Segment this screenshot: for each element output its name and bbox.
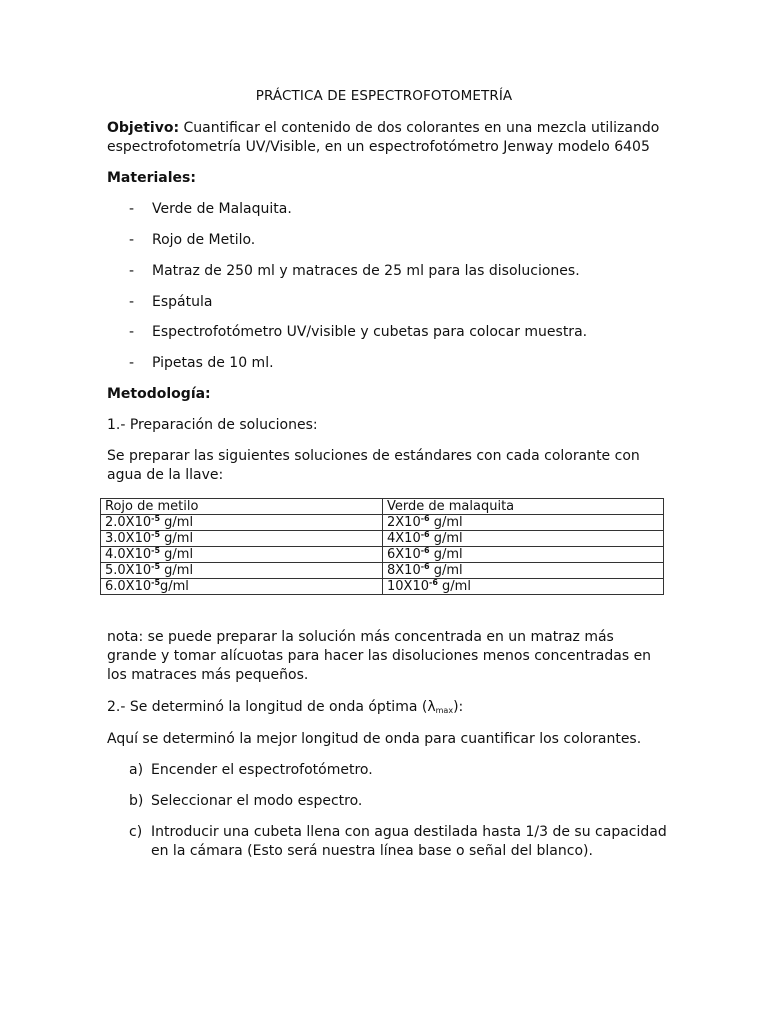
table-row [101, 547, 664, 563]
list-item-text: Encender el espectrofotómetro. [151, 762, 373, 778]
objective-paragraph [107, 119, 667, 157]
material-item: Espectrofotómetro UV/visible y cubetas para colocar muestra. [152, 324, 588, 340]
table-header-cell: Verde de malaquita [383, 499, 664, 515]
list-item [129, 354, 274, 373]
list-item [129, 231, 255, 250]
material-item: Verde de Malaquita. [152, 201, 292, 217]
table-cell: $4.0X10^{-5}$ g/ml [101, 547, 383, 563]
table-cell: $6X10^{-6}$ g/ml [383, 547, 664, 563]
methodology-heading-text: Metodología: [107, 386, 211, 402]
objective-text: Cuantificar el contenido de dos colorantes en una mezcla utilizando espectrofotometría UV/Visible, en un espectrofotómetro Jenway modelo 6405 [107, 120, 660, 155]
list-item [129, 792, 669, 811]
material-item: Matraz de 250 ml y matraces de 25 ml para las disoluciones. [152, 263, 580, 279]
dash-marker: - [129, 324, 135, 340]
table-row [101, 531, 664, 547]
list-item-text: Introducir una cubeta llena con agua destilada hasta 1/3 de su capacidad en la cámara (Esto será nuestra línea base o señal del blanco). [151, 824, 667, 859]
list-marker: c) [129, 824, 143, 840]
table-cell: $2.0X10^{-5}$ g/ml [101, 515, 383, 531]
material-item: Rojo de Metilo. [152, 232, 256, 248]
table-cell: $4X10^{-6}$ g/ml [383, 531, 664, 547]
methodology-heading [107, 385, 667, 404]
list-item [129, 323, 587, 342]
table-row [101, 563, 664, 579]
materials-heading [107, 169, 667, 188]
table-cell: $3.0X10^{-5}$ g/ml [101, 531, 383, 547]
material-item: Espátula [152, 294, 213, 310]
table-row [101, 579, 664, 595]
dash-marker: - [129, 232, 135, 248]
list-item [129, 823, 669, 861]
dash-marker: - [129, 263, 135, 279]
dash-marker: - [129, 355, 135, 371]
table-cell: $6.0X10^{-5}g/ml$ [101, 579, 383, 595]
table-cell: $10X10^{-6}$ g/ml [383, 579, 664, 595]
material-item: Pipetas de 10 ml. [152, 355, 274, 371]
materials-heading-text: Materiales: [107, 170, 196, 186]
note-paragraph: nota: se puede preparar la solución más concentrada en un matraz más grande y tomar alícuotas para hacer las disoluciones menos concentradas en los matraces más pequeños. [107, 629, 652, 683]
table-cell: $5.0X10^{-5}$ g/ml [101, 563, 383, 579]
table-row [101, 515, 664, 531]
list-item [129, 262, 580, 281]
table-cell: $8X10^{-6}$ g/ml [383, 563, 664, 579]
list-marker: a) [129, 762, 144, 778]
standards-table [100, 498, 664, 595]
solutions-intro: Se preparar las siguientes soluciones de estándares con cada colorante con agua de la llave: [107, 448, 640, 483]
lambda-symbol: λ [427, 699, 436, 715]
page-title: PRÁCTICA DE ESPECTROFOTOMETRÍA [255, 88, 513, 104]
step-2-description: Aquí se determinó la mejor longitud de onda para cuantificar los colorantes. [107, 731, 642, 747]
dash-marker: - [129, 294, 135, 310]
table-cell: $2X10^{-6}$ g/ml [383, 515, 664, 531]
list-item-text: Seleccionar el modo espectro. [151, 793, 363, 809]
list-item [129, 761, 669, 780]
objective-label: Objetivo: [107, 120, 180, 136]
step-2-heading: 2.- Se determinó la longitud de onda óptima $(\lambda_{max})$: [107, 699, 464, 715]
table-header-row [101, 499, 664, 515]
step-1-heading: 1.- Preparación de soluciones: [107, 417, 318, 433]
table-header-cell: Rojo de metilo [101, 499, 383, 515]
list-item [129, 200, 292, 219]
list-item [129, 293, 212, 312]
list-marker: b) [129, 793, 144, 809]
dash-marker: - [129, 201, 135, 217]
